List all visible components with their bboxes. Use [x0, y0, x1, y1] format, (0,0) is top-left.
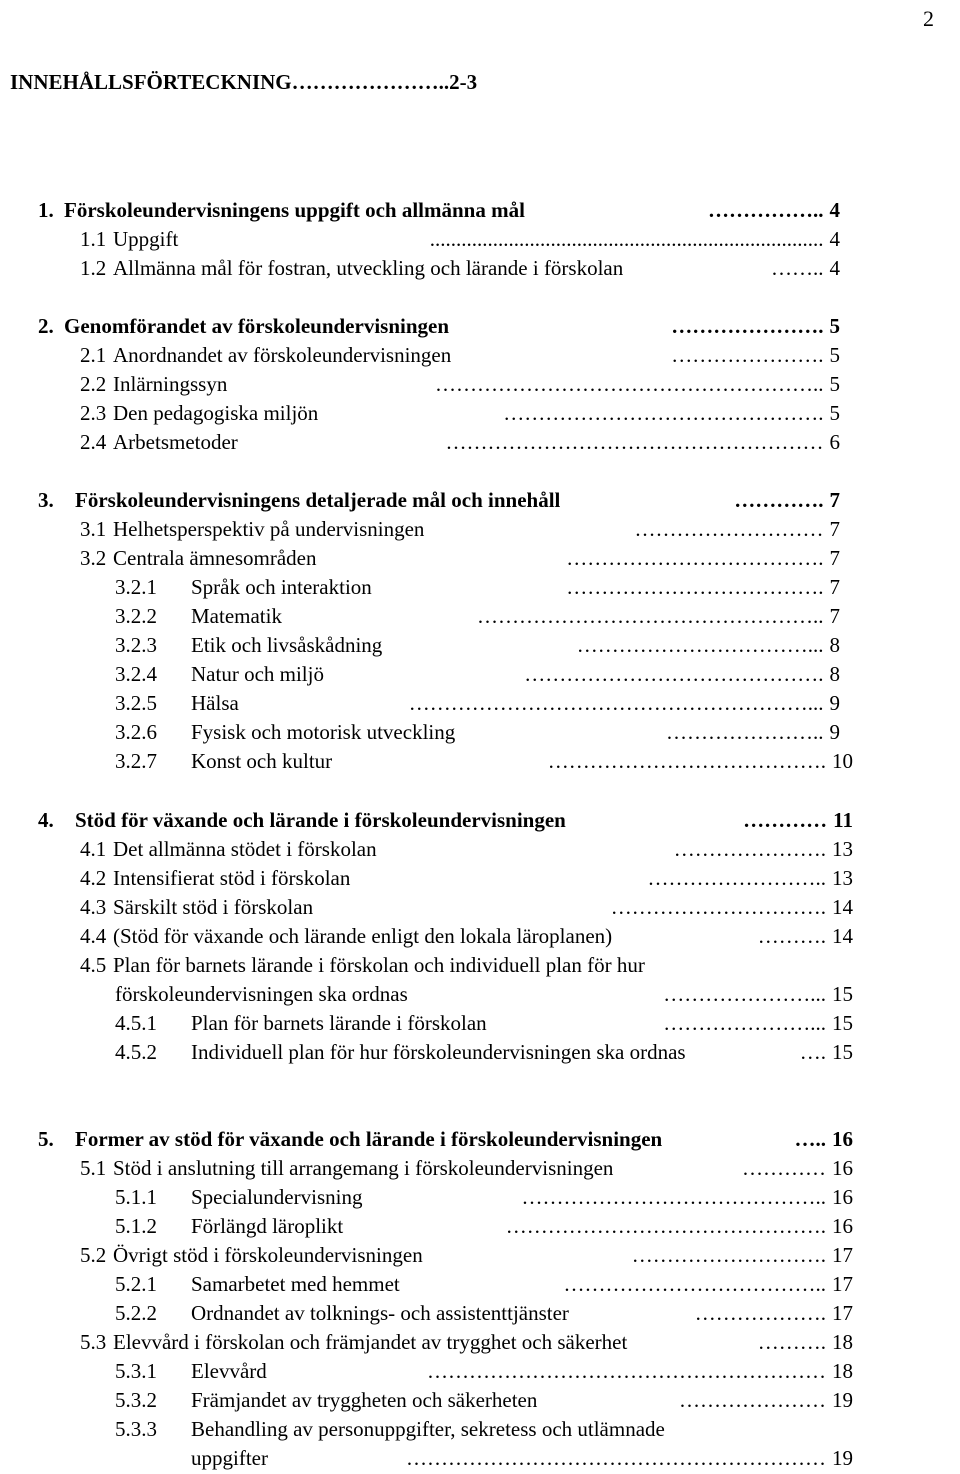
toc-entry-page: 16	[832, 1127, 853, 1151]
toc-entry[interactable]	[0, 718, 960, 746]
toc-entry[interactable]	[0, 1009, 960, 1037]
toc-entry-title: Plan för barnets lärande i förskolan	[191, 1011, 487, 1035]
toc-entry[interactable]	[0, 1154, 960, 1182]
toc-entry[interactable]	[0, 1038, 960, 1066]
toc-entry-leader: ……….	[757, 924, 826, 948]
toc-entry-number: 3.2.3	[115, 633, 157, 657]
toc-entry-number: 4.5.2	[115, 1040, 157, 1064]
toc-entry-title: Uppgift	[113, 227, 179, 251]
toc-entry-leader: ……………………………………..	[521, 1185, 826, 1209]
toc-entry[interactable]	[0, 922, 960, 950]
toc-entry-leader: ….	[799, 1040, 826, 1064]
toc-entry-page: 5	[829, 401, 840, 425]
toc-entry-title: Natur och miljö	[191, 662, 324, 686]
toc-entry-title: Centrala ämnesområden	[113, 546, 317, 570]
toc-entry[interactable]	[0, 1444, 960, 1472]
toc-entry-number: 2.2	[80, 372, 107, 396]
toc-entry-title: Specialundervisning	[191, 1185, 363, 1209]
toc-entry-title: Ordnandet av tolknings- och assistenttjänster	[191, 1301, 569, 1325]
toc-entry[interactable]	[0, 515, 960, 543]
toc-entry-number: 4.4	[80, 924, 107, 948]
toc-entry-page: 15	[832, 1011, 853, 1035]
toc-entry[interactable]	[0, 312, 960, 340]
toc-entry-leader: …………	[743, 808, 828, 832]
toc-entry-title: Förskoleundervisningens uppgift och allmänna mål	[64, 198, 525, 222]
toc-entry[interactable]	[0, 254, 960, 282]
toc-entry-leader: ……….	[757, 1330, 826, 1354]
toc-entry[interactable]	[0, 1270, 960, 1298]
toc-entry[interactable]	[0, 1415, 960, 1443]
toc-entry-page: 15	[832, 1040, 853, 1064]
toc-entry-leader: ………………………	[634, 517, 824, 541]
toc-entry-number: 1.	[38, 198, 54, 222]
toc-entry-title: Genomförandet av förskoleundervisningen	[64, 314, 450, 338]
toc-entry-leader: ………………….	[671, 314, 824, 338]
toc-entry[interactable]	[0, 573, 960, 601]
toc-entry[interactable]	[0, 1357, 960, 1385]
toc-entry-title: Främjandet av tryggheten och säkerheten	[191, 1388, 538, 1412]
toc-entry-number: 3.1	[80, 517, 107, 541]
toc-entry-title: Intensifierat stöd i förskolan	[113, 866, 351, 890]
toc-entry-title: Former av stöd för växande och lärande i förskoleundervisningen	[75, 1127, 663, 1151]
toc-entry[interactable]	[0, 225, 960, 253]
toc-entry-title: Elevvård	[191, 1359, 267, 1383]
toc-entry-page: 18	[832, 1359, 853, 1383]
toc-entry-page: 7	[829, 488, 840, 512]
toc-entry-number: 3.2.2	[115, 604, 157, 628]
toc-entry-title: (Stöd för växande och lärande enligt den lokala läroplanen)	[113, 924, 613, 948]
toc-entry-title: Den pedagogiska miljön	[113, 401, 319, 425]
toc-entry-page: 16	[832, 1156, 853, 1180]
toc-entry-leader: ...........................................................................	[429, 227, 824, 251]
toc-entry-title: Stöd för växande och lärande i förskoleundervisningen	[75, 808, 566, 832]
toc-entry-page: 11	[833, 808, 853, 832]
toc-entry-title: Stöd i anslutning till arrangemang i förskoleundervisningen	[113, 1156, 614, 1180]
toc-entry[interactable]	[0, 1328, 960, 1356]
toc-entry-title: Helhetsperspektiv på undervisningen	[113, 517, 425, 541]
toc-entry-page: 8	[829, 633, 840, 657]
toc-entry-page: 8	[829, 662, 840, 686]
toc-entry-leader: …………………...	[663, 1011, 826, 1035]
toc-entry-number: 5.2.2	[115, 1301, 157, 1325]
toc-entry[interactable]	[0, 689, 960, 717]
toc-entry-page: 18	[832, 1330, 853, 1354]
toc-entry-number: 3.2.4	[115, 662, 157, 686]
toc-entry-leader: …..	[794, 1127, 826, 1151]
toc-entry-number: 1.1	[80, 227, 107, 251]
toc-entry-page: 9	[829, 720, 840, 744]
toc-entry-number: 5.3.3	[115, 1417, 157, 1441]
toc-entry[interactable]	[0, 1299, 960, 1327]
toc-entry-number: 5.2.1	[115, 1272, 157, 1296]
toc-entry-leader: …………………………………………………...	[408, 691, 824, 715]
toc-entry-number: 5.1	[80, 1156, 107, 1180]
toc-entry[interactable]	[0, 602, 960, 630]
toc-entry-leader: ……………………………….	[566, 546, 824, 570]
toc-entry-leader: ………………………………..	[563, 1272, 826, 1296]
toc-entry[interactable]	[0, 864, 960, 892]
toc-entry-title: Förskoleundervisningens detaljerade mål och innehåll	[75, 488, 561, 512]
toc-entry-leader: ……..	[771, 256, 824, 280]
toc-entry-page: 7	[829, 575, 840, 599]
toc-entry-number: 5.1.2	[115, 1214, 157, 1238]
toc-entry-number: 5.3	[80, 1330, 107, 1354]
toc-entry-page: 4	[829, 256, 840, 280]
toc-entry-number: 3.2.5	[115, 691, 157, 715]
toc-entry-leader: …………………………………………………	[427, 1359, 826, 1383]
toc-entry-number: 1.2	[80, 256, 107, 280]
toc-entry-title: förskoleundervisningen ska ordnas	[115, 982, 408, 1006]
toc-entry[interactable]	[0, 1183, 960, 1211]
toc-entry-title: Hälsa	[191, 691, 239, 715]
toc-entry[interactable]	[0, 196, 960, 224]
toc-entry[interactable]	[0, 1386, 960, 1414]
toc-entry-page: 5	[829, 314, 840, 338]
toc-entry-title: Matematik	[191, 604, 282, 628]
toc-entry-page: 4	[829, 198, 840, 222]
toc-entry-number: 3.2.1	[115, 575, 157, 599]
toc-entry-leader: ……………………………………….	[505, 1214, 826, 1238]
toc-entry[interactable]	[0, 370, 960, 398]
toc-entry-number: 5.1.1	[115, 1185, 157, 1209]
toc-entry-number: 4.2	[80, 866, 107, 890]
toc-entry-number: 2.	[38, 314, 54, 338]
toc-entry-leader: ……………………………………….	[503, 401, 824, 425]
toc-entry-leader: …………………………………………..	[477, 604, 824, 628]
toc-entry-page: 5	[829, 372, 840, 396]
toc-entry-leader: ………………….	[673, 837, 826, 861]
toc-entry-leader: ……………………………...	[576, 633, 824, 657]
toc-entry-title: Det allmänna stödet i förskolan	[113, 837, 377, 861]
toc-entry-page: 13	[832, 866, 853, 890]
toc-entry-title: Språk och interaktion	[191, 575, 372, 599]
toc-entry-page: 10	[832, 749, 853, 773]
toc-entry-title: uppgifter	[191, 1446, 268, 1470]
toc-entry-leader: …………	[742, 1156, 826, 1180]
toc-entry-number: 5.3.1	[115, 1359, 157, 1383]
toc-entry[interactable]	[0, 544, 960, 572]
toc-entry-number: 4.5.1	[115, 1011, 157, 1035]
toc-entry-page: 13	[832, 837, 853, 861]
toc-entry-page: 7	[829, 604, 840, 628]
toc-entry[interactable]	[0, 835, 960, 863]
toc-entry-number: 3.2.7	[115, 749, 157, 773]
toc-entry-title: Anordnandet av förskoleundervisningen	[113, 343, 452, 367]
toc-entry-title: Behandling av personuppgifter, sekretess och utlämnade	[191, 1417, 665, 1441]
toc-entry[interactable]	[0, 806, 960, 834]
toc-entry-number: 4.5	[80, 953, 107, 977]
toc-entry-page: 9	[829, 691, 840, 715]
toc-entry-page: 4	[829, 227, 840, 251]
toc-entry-leader: …………………..	[666, 720, 824, 744]
toc-entry-title: Särskilt stöd i förskolan	[113, 895, 314, 919]
toc-entry-number: 3.2.6	[115, 720, 157, 744]
toc-entry[interactable]	[0, 747, 960, 775]
toc-entry-page: 5	[829, 343, 840, 367]
toc-entry[interactable]	[0, 1241, 960, 1269]
toc-entry-leader: ………….	[734, 488, 824, 512]
toc-entry-leader: ……………………………….	[566, 575, 824, 599]
toc-entry-title: Etik och livsåskådning	[191, 633, 383, 657]
toc-entry-leader: ……………………………………………………	[406, 1446, 826, 1470]
toc-entry-page: 14	[832, 924, 853, 948]
toc-entry[interactable]	[0, 893, 960, 921]
toc-entry-leader: …………………………………….	[524, 662, 824, 686]
toc-entry-leader: ………………………………………………	[445, 430, 824, 454]
toc-entry[interactable]	[0, 486, 960, 514]
toc-entry-title: Fysisk och motorisk utveckling	[191, 720, 456, 744]
toc-entry[interactable]	[0, 631, 960, 659]
toc-entry-number: 3.	[38, 488, 54, 512]
page-number: 2	[923, 6, 934, 31]
toc-entry-leader: ………………….	[671, 343, 824, 367]
toc-entry-leader: …………………...	[663, 982, 826, 1006]
toc-entry-leader: ……………….	[694, 1301, 826, 1325]
toc-entry-page: 16	[832, 1185, 853, 1209]
toc-entry-page: 17	[832, 1243, 853, 1267]
toc-entry-title: Övrigt stöd i förskoleundervisningen	[113, 1243, 423, 1267]
toc-entry-page: 15	[832, 982, 853, 1006]
toc-entry-page: 14	[832, 895, 853, 919]
toc-entry-number: 2.4	[80, 430, 107, 454]
toc-entry-page: 6	[829, 430, 840, 454]
toc-entry-title: Förlängd läroplikt	[191, 1214, 344, 1238]
toc-entry[interactable]	[0, 1125, 960, 1153]
toc-entry-title: Konst och kultur	[191, 749, 333, 773]
toc-entry-page: 19	[832, 1388, 853, 1412]
toc-entry-page: 17	[832, 1272, 853, 1296]
toc-entry-number: 5.2	[80, 1243, 107, 1267]
toc-entry[interactable]	[0, 951, 960, 979]
toc-heading: INNEHÅLLSFÖRTECKNING…………………..2-3	[10, 70, 478, 94]
toc-entry[interactable]	[0, 428, 960, 456]
toc-entry-number: 4.	[38, 808, 54, 832]
toc-entry-title: Plan för barnets lärande i förskolan och individuell plan för hur	[113, 953, 645, 977]
toc-entry[interactable]	[0, 1212, 960, 1240]
toc-entry-number: 2.1	[80, 343, 107, 367]
toc-entry-page: 7	[829, 546, 840, 570]
toc-entry[interactable]	[0, 341, 960, 369]
toc-entry[interactable]	[0, 980, 960, 1008]
toc-entry-leader: …………………	[679, 1388, 826, 1412]
toc-entry-leader: ……………..	[708, 198, 824, 222]
toc-entry-leader: ………………………….	[610, 895, 826, 919]
toc-entry[interactable]	[0, 399, 960, 427]
toc-entry-number: 5.3.2	[115, 1388, 157, 1412]
toc-entry-number: 3.2	[80, 546, 107, 570]
toc-entry-title: Inlärningssyn	[113, 372, 228, 396]
toc-entry-number: 4.1	[80, 837, 107, 861]
toc-entry-leader: ……………………..	[647, 866, 826, 890]
toc-entry-number: 5.	[38, 1127, 54, 1151]
toc-entry-title: Allmänna mål för fostran, utveckling och lärande i förskolan	[113, 256, 624, 280]
toc-entry-page: 19	[832, 1446, 853, 1470]
toc-entry-title: Arbetsmetoder	[113, 430, 238, 454]
toc-entry-page: 17	[832, 1301, 853, 1325]
toc-entry-leader: ………………………………….	[547, 749, 826, 773]
toc-entry-number: 2.3	[80, 401, 107, 425]
toc-entry-page: 7	[829, 517, 840, 541]
toc-entry-number: 4.3	[80, 895, 107, 919]
toc-entry-page: 16	[832, 1214, 853, 1238]
toc-entry-title: Individuell plan för hur förskoleundervisningen ska ordnas	[191, 1040, 686, 1064]
toc-entry-leader: ……………………….	[631, 1243, 826, 1267]
toc-entry-leader: ………………………………………………..	[435, 372, 824, 396]
toc-entry[interactable]	[0, 660, 960, 688]
toc-entry-title: Elevvård i förskolan och främjandet av trygghet och säkerhet	[113, 1330, 628, 1354]
toc-entry-title: Samarbetet med hemmet	[191, 1272, 400, 1296]
